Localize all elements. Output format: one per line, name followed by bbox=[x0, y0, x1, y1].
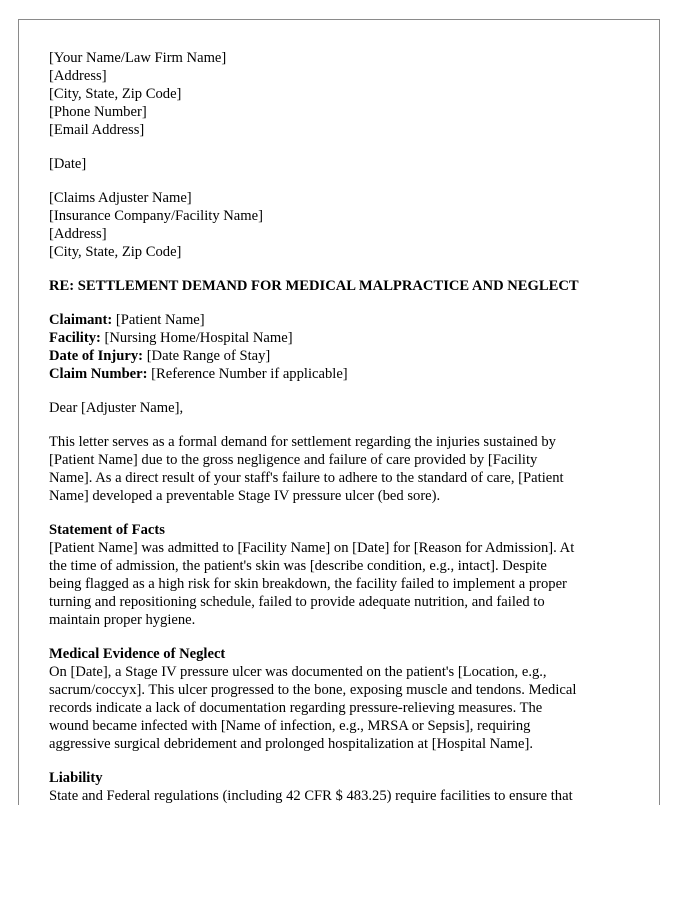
injury-date-row bbox=[49, 347, 639, 365]
evidence-line: On [Date], a Stage IV pressure ulcer was documented on the patient's [Location, e.g., bbox=[49, 664, 547, 680]
intro-line: This letter serves as a formal demand for settlement regarding the injuries sustained by bbox=[49, 434, 556, 450]
sender-email: [Email Address] bbox=[49, 122, 145, 138]
claimant-row bbox=[49, 311, 639, 329]
evidence-line: aggressive surgical debridement and prolonged hospitalization at [Hospital Name]. bbox=[49, 736, 534, 752]
intro-line: Name] developed a preventable Stage IV pressure ulcer (bed sore). bbox=[49, 488, 441, 504]
liability-section bbox=[49, 769, 639, 805]
letter-body bbox=[49, 49, 639, 805]
recipient-block bbox=[49, 189, 639, 261]
sender-phone: [Phone Number] bbox=[49, 104, 147, 120]
liability-line: State and Federal regulations (including 42 CFR $ 483.25) require facilities to ensure that bbox=[49, 788, 573, 804]
letter-date: [Date] bbox=[49, 156, 87, 172]
claimant-value: [Patient Name] bbox=[112, 312, 205, 328]
liability-heading: Liability bbox=[49, 770, 103, 786]
injury-date-label: Date of Injury: bbox=[49, 348, 144, 364]
intro-line: Name]. As a direct result of your staff's failure to adhere to the standard of care, [Patient bbox=[49, 470, 564, 486]
facility-label: Facility: bbox=[49, 330, 101, 346]
sender-city: [City, State, Zip Code] bbox=[49, 86, 182, 102]
sender-block bbox=[49, 49, 639, 139]
facts-line: turning and repositioning schedule, failed to provide adequate nutrition, and failed to bbox=[49, 594, 545, 610]
sender-address: [Address] bbox=[49, 68, 107, 84]
letter-page bbox=[18, 19, 660, 805]
facility-row bbox=[49, 329, 639, 347]
recipient-company: [Insurance Company/Facility Name] bbox=[49, 208, 263, 224]
claimant-label: Claimant: bbox=[49, 312, 113, 328]
salutation: Dear [Adjuster Name], bbox=[49, 400, 184, 416]
intro-paragraph bbox=[49, 433, 639, 505]
facts-line: being flagged as a high risk for skin breakdown, the facility failed to implement a proper bbox=[49, 576, 567, 592]
facts-section bbox=[49, 521, 639, 629]
sender-name: [Your Name/Law Firm Name] bbox=[49, 50, 227, 66]
recipient-address: [Address] bbox=[49, 226, 107, 242]
claim-number-value: [Reference Number if applicable] bbox=[147, 366, 348, 382]
claim-number-row bbox=[49, 365, 639, 383]
evidence-heading: Medical Evidence of Neglect bbox=[49, 646, 226, 662]
evidence-section bbox=[49, 645, 639, 753]
facility-value: [Nursing Home/Hospital Name] bbox=[100, 330, 293, 346]
injury-date-value: [Date Range of Stay] bbox=[143, 348, 271, 364]
claim-number-label: Claim Number: bbox=[49, 366, 148, 382]
recipient-city: [City, State, Zip Code] bbox=[49, 244, 182, 260]
facts-line: maintain proper hygiene. bbox=[49, 612, 196, 628]
facts-line: [Patient Name] was admitted to [Facility Name] on [Date] for [Reason for Admission]. At bbox=[49, 540, 575, 556]
intro-line: [Patient Name] due to the gross negligence and failure of care provided by [Facility bbox=[49, 452, 538, 468]
evidence-line: sacrum/coccyx]. This ulcer progressed to the bone, exposing muscle and tendons. Medical bbox=[49, 682, 577, 698]
recipient-name: [Claims Adjuster Name] bbox=[49, 190, 192, 206]
claim-details bbox=[49, 311, 639, 383]
facts-heading: Statement of Facts bbox=[49, 522, 165, 538]
evidence-line: records indicate a lack of documentation regarding pressure-relieving measures. The bbox=[49, 700, 543, 716]
facts-line: the time of admission, the patient's skin was [describe condition, e.g., intact]. Despite bbox=[49, 558, 547, 574]
evidence-line: wound became infected with [Name of infection, e.g., MRSA or Sepsis], requiring bbox=[49, 718, 531, 734]
subject-line: RE: SETTLEMENT DEMAND FOR MEDICAL MALPRACTICE AND NEGLECT bbox=[49, 278, 579, 294]
